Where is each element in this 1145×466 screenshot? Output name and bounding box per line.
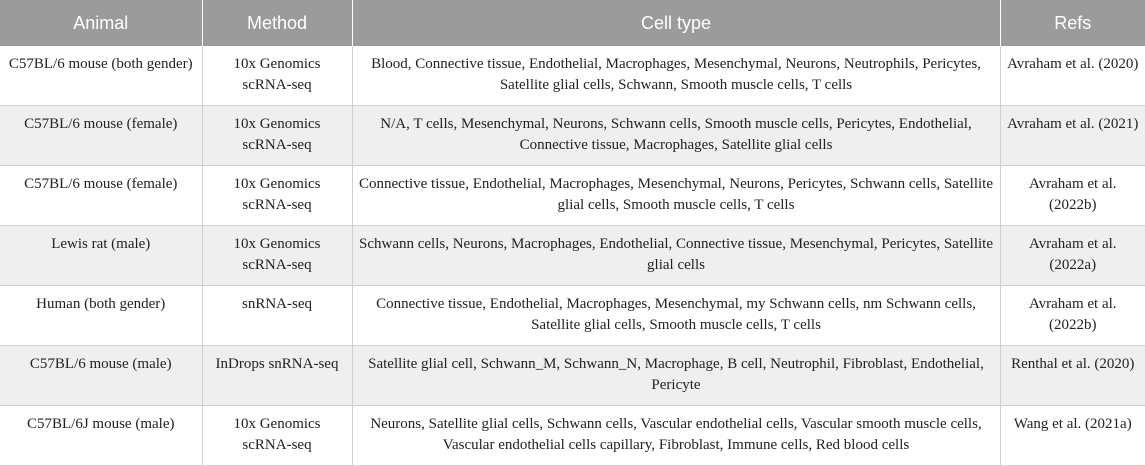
table-row (0, 226, 1145, 286)
cell-method: 10x Genomics scRNA-seq (202, 406, 352, 466)
cell-cell-type: Connective tissue, Endothelial, Macrophages, Mesenchymal, my Schwann cells, nm Schwann cells, Satellite glial cells, Smooth muscle cells, T cells (352, 286, 1000, 346)
cell-method: 10x Genomics scRNA-seq (202, 46, 352, 106)
cell-refs: Avraham et al. (2020) (1000, 46, 1145, 106)
cell-animal: C57BL/6 mouse (male) (0, 346, 202, 406)
cell-refs: Renthal et al. (2020) (1000, 346, 1145, 406)
cell-animal: Human (both gender) (0, 286, 202, 346)
cell-refs: Avraham et al. (2022b) (1000, 286, 1145, 346)
cell-cell-type: Connective tissue, Endothelial, Macrophages, Mesenchymal, Neurons, Pericytes, Schwann cells, Satellite glial cells, Smooth muscle cells, T cells (352, 166, 1000, 226)
cell-refs: Avraham et al. (2022a) (1000, 226, 1145, 286)
table-header (0, 0, 1145, 46)
cell-animal: C57BL/6 mouse (female) (0, 166, 202, 226)
table-row (0, 166, 1145, 226)
cell-animal: Lewis rat (male) (0, 226, 202, 286)
table-row (0, 46, 1145, 106)
cell-cell-type: Satellite glial cell, Schwann_M, Schwann_N, Macrophage, B cell, Neutrophil, Fibroblast, Endothelial, Pericyte (352, 346, 1000, 406)
header-method: Method (202, 0, 352, 46)
cell-animal: C57BL/6 mouse (both gender) (0, 46, 202, 106)
cell-refs: Avraham et al. (2021) (1000, 106, 1145, 166)
cell-method: InDrops snRNA-seq (202, 346, 352, 406)
table-row (0, 346, 1145, 406)
cell-cell-type: N/A, T cells, Mesenchymal, Neurons, Schwann cells, Smooth muscle cells, Pericytes, Endothelial, Connective tissue, Macrophages, Satellite glial cells (352, 106, 1000, 166)
cell-refs: Avraham et al. (2022b) (1000, 166, 1145, 226)
cell-method: 10x Genomics scRNA-seq (202, 166, 352, 226)
cell-method: 10x Genomics scRNA-seq (202, 106, 352, 166)
header-animal: Animal (0, 0, 202, 46)
header-cell-type: Cell type (352, 0, 1000, 46)
cell-method: 10x Genomics scRNA-seq (202, 226, 352, 286)
header-refs: Refs (1000, 0, 1145, 46)
cell-animal: C57BL/6J mouse (male) (0, 406, 202, 466)
cell-cell-type: Blood, Connective tissue, Endothelial, Macrophages, Mesenchymal, Neurons, Neutrophils, Pericytes, Satellite glial cells, Schwann, Smooth muscle cells, T cells (352, 46, 1000, 106)
cell-method: snRNA-seq (202, 286, 352, 346)
cell-cell-type: Neurons, Satellite glial cells, Schwann cells, Vascular endothelial cells, Vascular smooth muscle cells, Vascular endothelial cells capillary, Fibroblast, Immune cells, Red blood cells (352, 406, 1000, 466)
cell-cell-type: Schwann cells, Neurons, Macrophages, Endothelial, Connective tissue, Mesenchymal, Pericytes, Satellite glial cells (352, 226, 1000, 286)
cell-refs: Wang et al. (2021a) (1000, 406, 1145, 466)
table-body (0, 46, 1145, 466)
header-row (0, 0, 1145, 46)
table-row (0, 286, 1145, 346)
cell-animal: C57BL/6 mouse (female) (0, 106, 202, 166)
table-row (0, 106, 1145, 166)
table-row (0, 406, 1145, 466)
